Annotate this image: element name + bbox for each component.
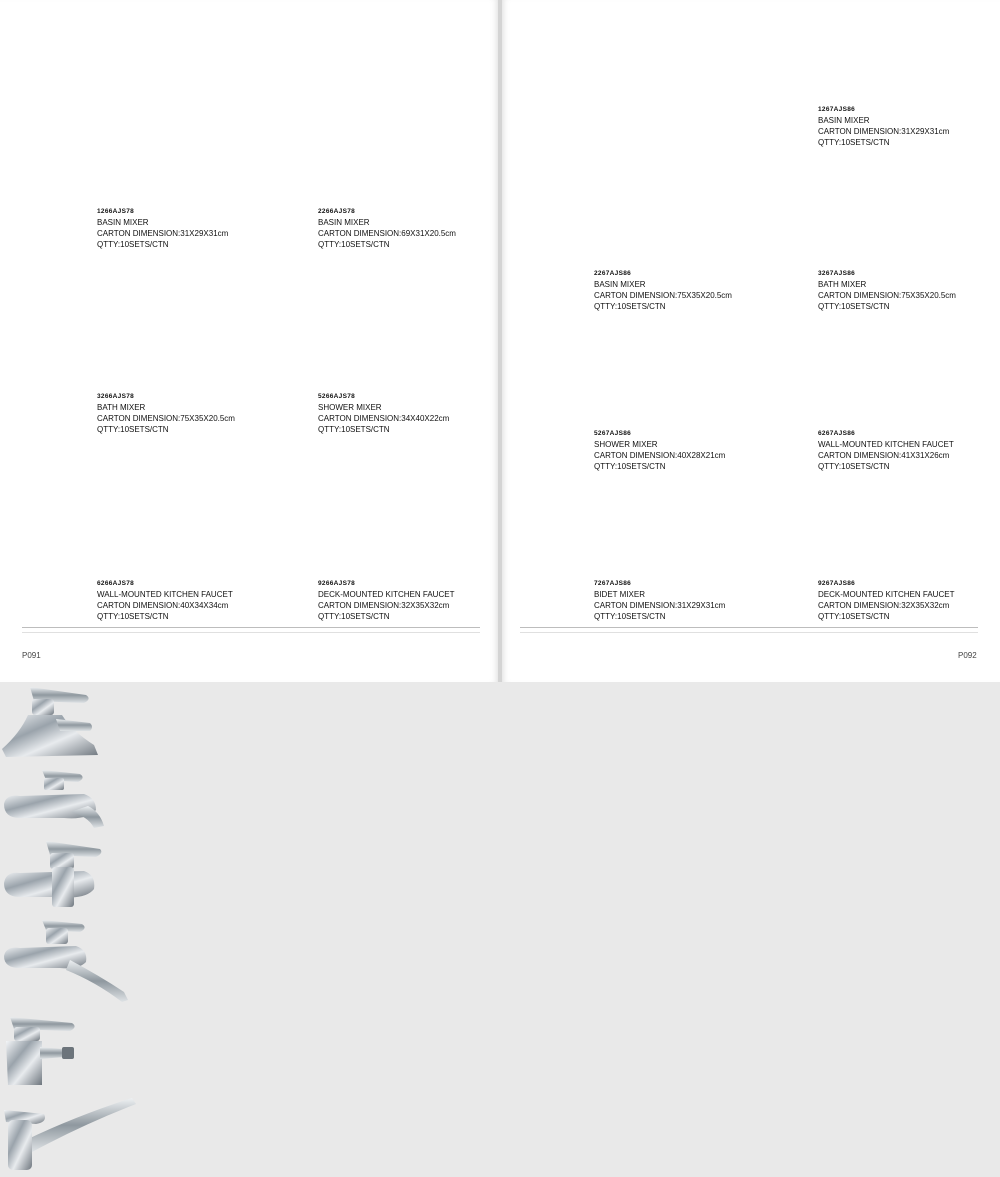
product-code: 5266AJS78: [318, 393, 356, 400]
quantity: QTTY:10SETS/CTN: [818, 462, 890, 471]
product-name: BASIN MIXER: [594, 280, 646, 289]
quantity: QTTY:10SETS/CTN: [97, 425, 169, 434]
carton-dimension: CARTON DIMENSION:31X29X31cm: [594, 601, 726, 610]
carton-dimension: CARTON DIMENSION:41X31X26cm: [818, 451, 950, 460]
carton-dimension: CARTON DIMENSION:75X35X20.5cm: [97, 414, 235, 423]
quantity: QTTY:10SETS/CTN: [318, 612, 390, 621]
product-code: 6267AJS86: [818, 430, 856, 437]
quantity: QTTY:10SETS/CTN: [97, 240, 169, 249]
carton-dimension: CARTON DIMENSION:31X29X31cm: [97, 229, 229, 238]
carton-dimension: CARTON DIMENSION:34X40X22cm: [318, 414, 450, 423]
quantity: QTTY:10SETS/CTN: [318, 425, 390, 434]
product-name: BASIN MIXER: [318, 218, 370, 227]
quantity: QTTY:10SETS/CTN: [97, 612, 169, 621]
quantity: QTTY:10SETS/CTN: [594, 302, 666, 311]
bath-mixer-icon: [0, 766, 106, 832]
product-code: 2267AJS86: [594, 270, 632, 277]
product-code: 3267AJS86: [818, 270, 856, 277]
kitchen-faucet-icon: [0, 916, 132, 1008]
product-name: BASIN MIXER: [97, 218, 149, 227]
product-name: SHOWER MIXER: [318, 403, 382, 412]
product-code: 7267AJS86: [594, 580, 632, 587]
product-code: 2266AJS78: [318, 208, 356, 215]
footer-divider: [520, 632, 978, 633]
product-code: 1267AJS86: [818, 106, 856, 113]
product-name: BATH MIXER: [97, 403, 146, 412]
quantity: QTTY:10SETS/CTN: [318, 240, 390, 249]
product-name: DECK-MOUNTED KITCHEN FAUCET: [318, 590, 455, 599]
quantity: QTTY:10SETS/CTN: [594, 462, 666, 471]
carton-dimension: CARTON DIMENSION:69X31X20.5cm: [318, 229, 456, 238]
shower-mixer-icon: [0, 837, 104, 911]
product-name: SHOWER MIXER: [594, 440, 658, 449]
product-code: 6266AJS78: [97, 580, 135, 587]
product-code: 3266AJS78: [97, 393, 135, 400]
product-code: 5267AJS86: [594, 430, 632, 437]
carton-dimension: CARTON DIMENSION:75X35X20.5cm: [818, 291, 956, 300]
kitchen-faucet-icon: [0, 1094, 140, 1172]
product-name: BASIN MIXER: [818, 116, 870, 125]
carton-dimension: CARTON DIMENSION:31X29X31cm: [818, 127, 950, 136]
footer-divider: [520, 627, 978, 628]
product-code: 1266AJS78: [97, 208, 135, 215]
product-name: BATH MIXER: [818, 280, 867, 289]
basin-mixer-icon: [0, 683, 104, 761]
page-number: P092: [958, 651, 977, 660]
product-name: BIDET MIXER: [594, 590, 645, 599]
product-name: WALL-MOUNTED KITCHEN FAUCET: [97, 590, 233, 599]
product-name: WALL-MOUNTED KITCHEN FAUCET: [818, 440, 954, 449]
carton-dimension: CARTON DIMENSION:32X35X32cm: [318, 601, 450, 610]
bidet-mixer-icon: [0, 1013, 84, 1089]
product-code: 9266AJS78: [318, 580, 356, 587]
quantity: QTTY:10SETS/CTN: [818, 138, 890, 147]
carton-dimension: CARTON DIMENSION:40X34X34cm: [97, 601, 229, 610]
footer-divider: [22, 627, 480, 628]
page-number: P091: [22, 651, 41, 660]
carton-dimension: CARTON DIMENSION:32X35X32cm: [818, 601, 950, 610]
quantity: QTTY:10SETS/CTN: [818, 302, 890, 311]
footer-divider: [22, 632, 480, 633]
product-code: 9267AJS86: [818, 580, 856, 587]
carton-dimension: CARTON DIMENSION:40X28X21cm: [594, 451, 726, 460]
product-name: DECK-MOUNTED KITCHEN FAUCET: [818, 590, 955, 599]
carton-dimension: CARTON DIMENSION:75X35X20.5cm: [594, 291, 732, 300]
quantity: QTTY:10SETS/CTN: [594, 612, 666, 621]
quantity: QTTY:10SETS/CTN: [818, 612, 890, 621]
